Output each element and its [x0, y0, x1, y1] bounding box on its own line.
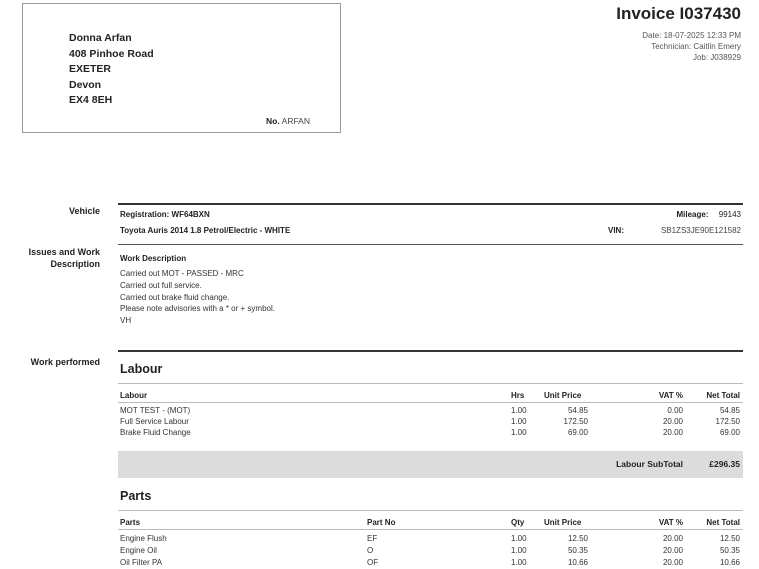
labour-col-net: Net Total: [706, 391, 740, 400]
customer-number: [266, 116, 310, 126]
parts-col-name: Parts: [120, 518, 141, 527]
invoice-meta: [642, 30, 741, 63]
vin-label: VIN:: [608, 226, 624, 235]
parts-title-rule: [118, 510, 743, 511]
labour-title: Labour: [120, 362, 163, 376]
part-item-part-no: O: [367, 546, 374, 555]
part-item-unit-price: 50.35: [567, 546, 588, 555]
part-item-vat: 20.00: [662, 546, 683, 555]
labour-col-name: Labour: [120, 391, 148, 400]
labour-header-row: [120, 390, 743, 401]
labour-item-name: Full Service Labour: [120, 417, 189, 426]
labour-item-net: 54.85: [719, 406, 740, 415]
invoice-technician: Technician: Caitlin Emery: [651, 42, 741, 51]
mileage-label: Mileage:: [676, 210, 709, 219]
part-item-qty: 1.00: [511, 558, 527, 567]
labour-item-hrs: 1.00: [511, 406, 527, 415]
customer-number-label: No.: [266, 116, 280, 126]
labour-col-vat: VAT %: [658, 391, 683, 400]
labour-item-vat: 20.00: [662, 417, 683, 426]
labour-item-vat: 20.00: [662, 428, 683, 437]
address-city: EXETER: [69, 63, 112, 75]
issues-label-line-1: Issues and Work: [28, 247, 100, 257]
parts-col-vat: VAT %: [658, 518, 683, 527]
labour-item-net: 69.00: [719, 428, 740, 437]
vehicle-mileage: [677, 210, 742, 219]
part-item-vat: 20.00: [662, 534, 683, 543]
labour-title-rule: [118, 383, 743, 384]
work-performed-label: Work performed: [30, 357, 100, 367]
parts-title: Parts: [120, 489, 152, 503]
part-item-vat: 20.00: [662, 558, 683, 567]
part-item-net: 12.50: [719, 534, 740, 543]
labour-subtotal-bar: [118, 451, 743, 478]
part-item-unit-price: 12.50: [567, 534, 588, 543]
labour-col-unit-price: Unit Price: [544, 391, 582, 400]
labour-item-net: 172.50: [715, 417, 740, 426]
labour-col-hrs: Hrs: [511, 391, 525, 400]
labour-item-name: Brake Fluid Change: [120, 428, 191, 437]
vehicle-description: Toyota Auris 2014 1.8 Petrol/Electric - WHITE: [120, 226, 291, 235]
labour-item-vat: 0.00: [667, 406, 683, 415]
address-county: Devon: [69, 78, 102, 91]
address-street: 408 Pinhoe Road: [69, 47, 154, 60]
work-description-heading: Work Description: [120, 254, 187, 263]
customer-address-box: [22, 3, 341, 133]
parts-header-rule: [118, 529, 743, 530]
work-description: [120, 268, 275, 327]
table-row: [120, 545, 743, 556]
table-row: [120, 405, 743, 416]
vin-value: SB1ZS3JE90E121582: [660, 226, 741, 235]
table-row: [120, 416, 743, 427]
part-item-name: Engine Oil: [120, 546, 157, 555]
labour-item-name: MOT TEST - (MOT): [120, 406, 191, 415]
labour-subtotal-label: Labour SubTotal: [616, 459, 683, 469]
work-description-line: Carried out full service.: [120, 280, 202, 290]
vehicle-registration: Registration: WF64BXN: [120, 210, 210, 219]
labour-item-hrs: 1.00: [511, 428, 527, 437]
table-row: [120, 533, 743, 544]
table-row: [120, 427, 743, 438]
customer-name: Donna Arfan: [69, 32, 132, 44]
part-item-part-no: OF: [367, 558, 379, 567]
labour-header-rule: [118, 402, 743, 403]
parts-col-unit-price: Unit Price: [544, 518, 582, 527]
part-item-qty: 1.00: [511, 534, 527, 543]
work-description-line: VH: [120, 316, 132, 326]
labour-item-unit-price: 172.50: [563, 417, 588, 426]
issues-section-label: [20, 246, 100, 270]
invoice-title: Invoice I037430: [616, 4, 741, 23]
parts-col-qty: Qty: [511, 518, 525, 527]
part-item-name: Engine Flush: [120, 534, 167, 543]
customer-address: [69, 31, 154, 109]
parts-header-row: [120, 517, 743, 528]
issues-label-line-2: Description: [50, 259, 100, 269]
work-description-line: Carried out brake fluid change.: [120, 292, 230, 302]
part-item-net: 50.35: [719, 546, 740, 555]
customer-number-value: ARFAN: [281, 116, 310, 126]
parts-col-part-no: Part No: [367, 518, 396, 527]
part-item-part-no: EF: [367, 534, 378, 543]
invoice-date: Date: 18-07-2025 12:33 PM: [642, 31, 741, 40]
labour-item-unit-price: 69.00: [567, 428, 588, 437]
labour-item-hrs: 1.00: [511, 417, 527, 426]
parts-col-net: Net Total: [706, 518, 740, 527]
mileage-value: 99143: [718, 210, 741, 219]
part-item-net: 10.66: [719, 558, 740, 567]
labour-subtotal-value: £296.35: [709, 459, 740, 469]
issues-bottom-rule: [118, 350, 743, 352]
part-item-unit-price: 10.66: [567, 558, 588, 567]
work-description-line: Please note advisories with a * or + symbol.: [120, 304, 275, 314]
vehicle-top-rule: [118, 203, 743, 205]
labour-item-unit-price: 54.85: [567, 406, 588, 415]
address-postcode: EX4 8EH: [69, 94, 113, 106]
table-row: [120, 557, 743, 568]
part-item-name: Oil Filter PA: [120, 558, 163, 567]
work-description-line: Carried out MOT - PASSED - MRC: [120, 269, 244, 278]
invoice-job: Job: J038929: [692, 53, 741, 62]
vehicle-bottom-rule: [118, 244, 743, 245]
vehicle-section-label: Vehicle: [68, 206, 100, 216]
part-item-qty: 1.00: [511, 546, 527, 555]
